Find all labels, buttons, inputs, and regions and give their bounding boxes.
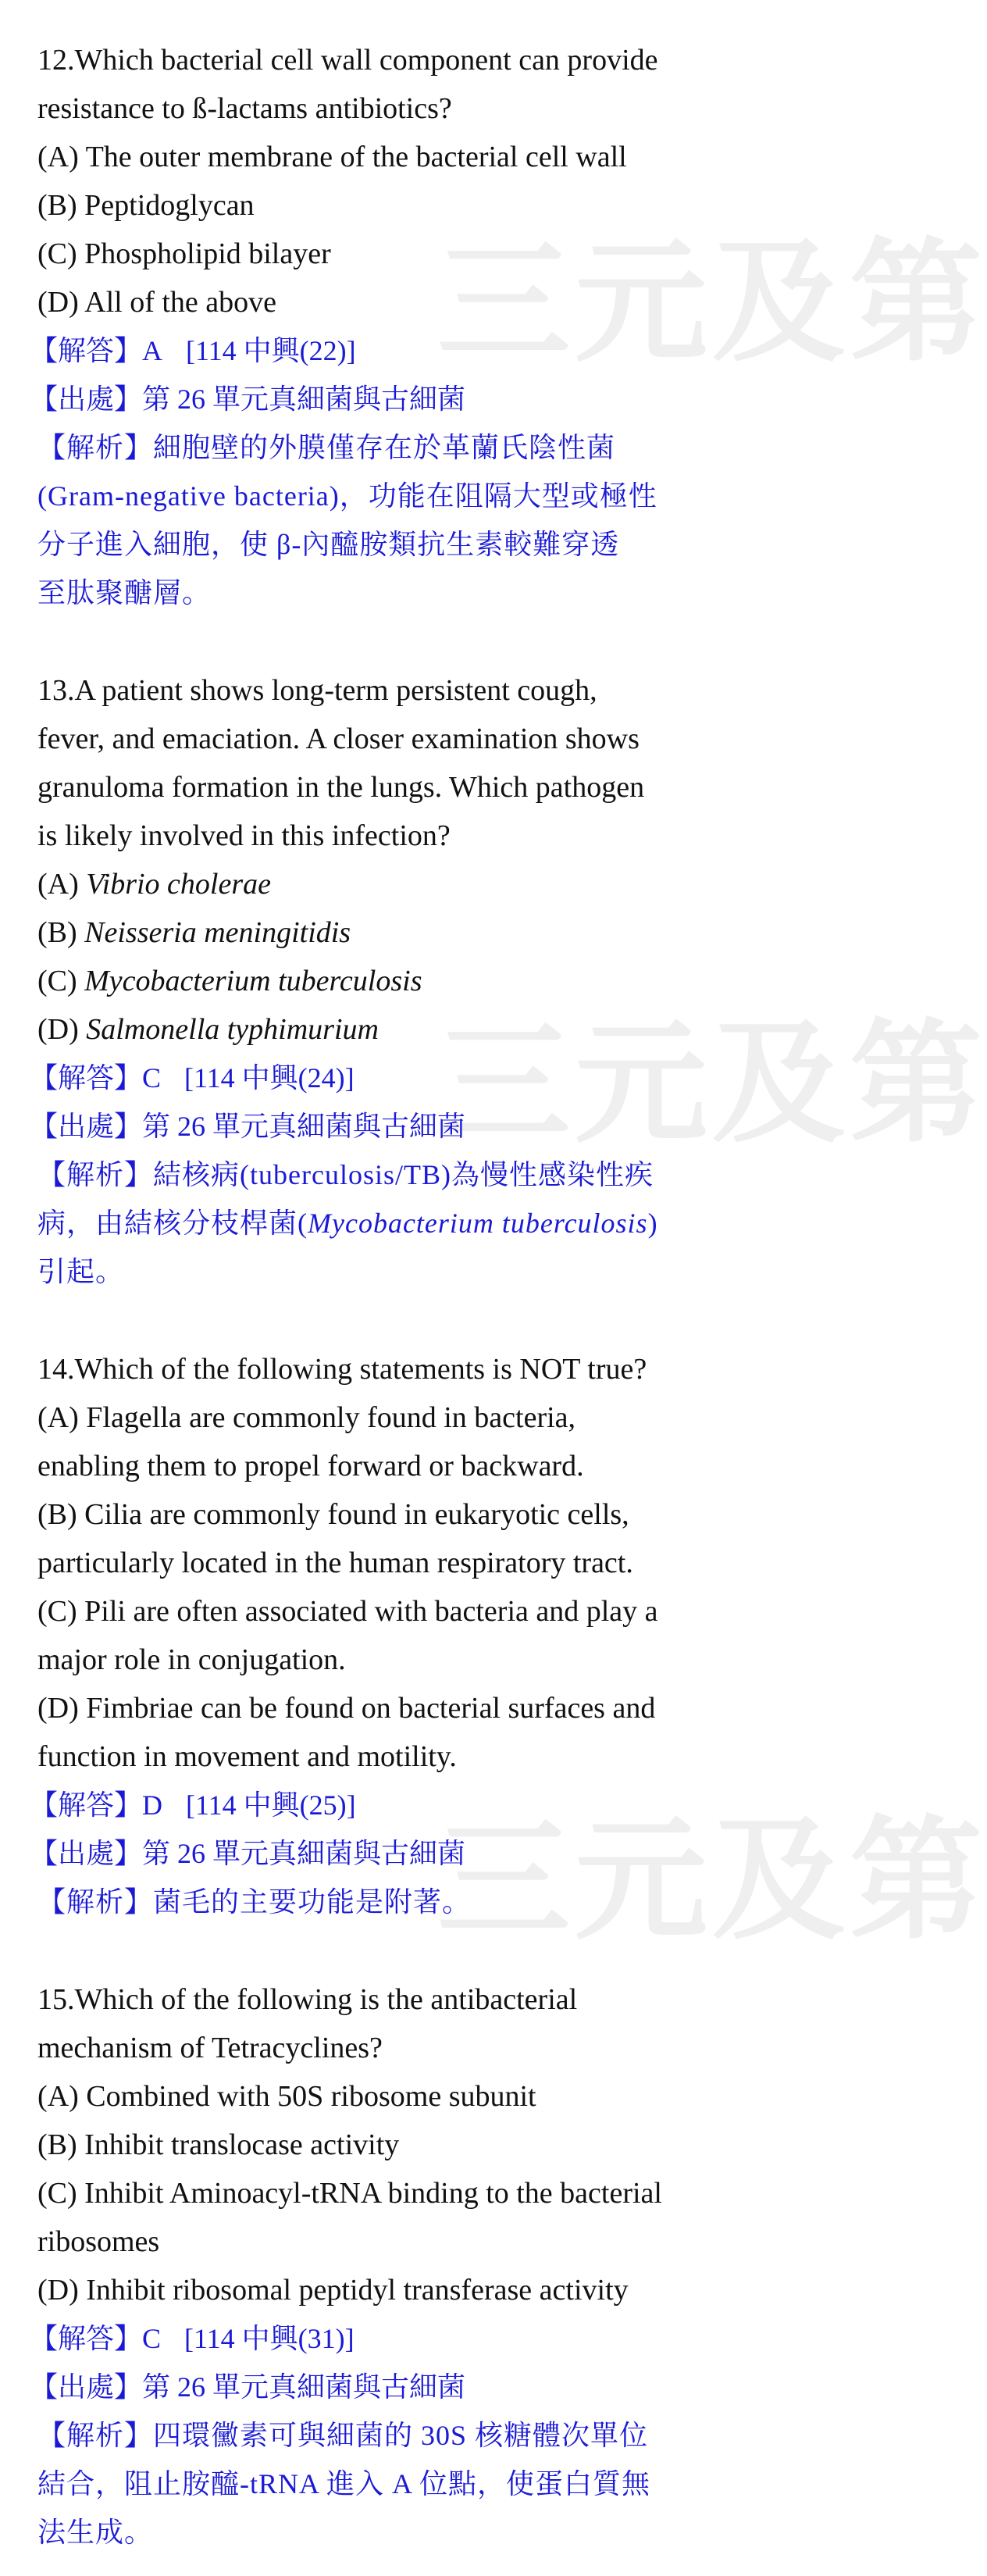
answer-line — [30, 326, 736, 375]
answer-value: D — [142, 1789, 163, 1821]
option-letter: (D) — [37, 1013, 87, 1046]
source-value: 第 26 單元真細菌與古細菌 — [142, 2371, 466, 2403]
option-text: Neisseria meningitidis — [84, 916, 351, 949]
source-tag: 【出處】 — [30, 384, 143, 415]
option-text: Salmonella typhimurium — [86, 1013, 379, 1046]
option-b — [37, 908, 736, 957]
source-value: 第 26 單元真細菌與古細菌 — [142, 1838, 466, 1869]
explanation-text: 病，由結核分枝桿菌( — [37, 1208, 308, 1239]
option-c-cont: ribosomes — [37, 2225, 160, 2258]
answer-value: C — [142, 1062, 162, 1094]
watermark: 三元及第 — [437, 1007, 987, 1161]
answer-reference: [114 中興(25)] — [186, 1789, 356, 1821]
option-d: (D) Inhibit ribosomal peptidyl transferase activity — [37, 2274, 629, 2307]
option-c — [37, 957, 736, 1005]
source-value: 第 26 單元真細菌與古細菌 — [142, 384, 466, 415]
answer-value: A — [142, 335, 163, 366]
option-a: (A) Flagella are commonly found in bacteria, — [37, 1401, 576, 1434]
question-12 — [30, 36, 736, 617]
question-stem: 12.Which bacterial cell wall component can provide — [37, 44, 658, 77]
explanation-line: 引起。 — [37, 1256, 125, 1287]
explanation-line — [37, 423, 736, 472]
answer-reference: [114 中興(22)] — [186, 335, 356, 366]
source-tag: 【出處】 — [30, 1111, 143, 1142]
option-d-cont: function in movement and motility. — [37, 1740, 457, 1773]
explanation-line — [37, 2411, 736, 2460]
option-text: Mycobacterium tuberculosis — [84, 965, 422, 997]
explanation-text: 菌毛的主要功能是附著。 — [153, 1886, 472, 1918]
option-c: (C) Pili are often associated with bacteria and play a — [37, 1595, 658, 1628]
answer-tag: 【解答】 — [30, 1789, 143, 1821]
explanation-text: 細胞壁的外膜僅存在於革蘭氏陰性菌 — [153, 432, 616, 463]
source-line — [30, 375, 736, 423]
answer-line — [30, 2314, 736, 2363]
question-15 — [30, 1975, 736, 2556]
question-stem: granuloma formation in the lungs. Which pathogen — [37, 771, 645, 804]
source-value: 第 26 單元真細菌與古細菌 — [142, 1111, 466, 1142]
source-line — [30, 2363, 736, 2411]
explanation-line: 結合，阻止胺醯-tRNA 進入 A 位點，使蛋白質無 — [37, 2468, 651, 2499]
question-stem: 15.Which of the following is the antibacterial — [37, 1983, 578, 2016]
source-tag: 【出處】 — [30, 2371, 143, 2403]
option-a-cont: enabling them to propel forward or backward. — [37, 1450, 584, 1482]
source-line — [30, 1829, 736, 1878]
question-stem: resistance to ß-lactams antibiotics? — [37, 92, 452, 125]
explanation-line — [37, 1151, 736, 1199]
option-d — [37, 1005, 736, 1054]
watermark: 三元及第 — [437, 226, 987, 380]
option-c-cont: major role in conjugation. — [37, 1643, 346, 1676]
question-13 — [30, 666, 736, 1296]
explain-tag: 【解析】 — [37, 432, 154, 463]
answer-reference: [114 中興(24)] — [184, 1062, 355, 1094]
option-b-cont: particularly located in the human respiratory tract. — [37, 1547, 633, 1579]
answer-value: C — [142, 2323, 162, 2354]
question-stem: fever, and emaciation. A closer examination shows — [37, 722, 640, 755]
explanation-line — [37, 1199, 736, 1247]
answer-reference: [114 中興(31)] — [184, 2323, 355, 2354]
question-stem: 14.Which of the following statements is NOT true? — [37, 1353, 647, 1386]
explain-tag: 【解析】 — [37, 2420, 154, 2451]
option-b: (B) Cilia are commonly found in eukaryotic cells, — [37, 1498, 629, 1531]
option-b: (B) Peptidoglycan — [37, 189, 255, 222]
explanation-line — [37, 1878, 736, 1926]
source-tag: 【出處】 — [30, 1838, 143, 1869]
watermark: 三元及第 — [437, 1804, 987, 1958]
answer-tag: 【解答】 — [30, 2323, 143, 2354]
option-letter: (C) — [37, 965, 85, 997]
explain-tag: 【解析】 — [37, 1886, 154, 1918]
explanation-text: ) — [647, 1208, 658, 1239]
option-a — [37, 860, 736, 908]
answer-tag: 【解答】 — [30, 1062, 143, 1094]
option-c: (C) Phospholipid bilayer — [37, 237, 331, 270]
explanation-text: 四環黴素可與細菌的 30S 核糖體次單位 — [153, 2420, 649, 2451]
question-stem: mechanism of Tetracyclines? — [37, 2032, 383, 2064]
question-stem: 13.A patient shows long-term persistent cough, — [37, 674, 597, 707]
option-c: (C) Inhibit Aminoacyl-tRNA binding to the bacterial — [37, 2177, 662, 2210]
answer-line — [30, 1054, 736, 1102]
option-text: Vibrio cholerae — [86, 868, 272, 901]
question-14 — [30, 1345, 736, 1926]
explanation-line: 分子進入細胞，使 β-內醯胺類抗生素較難穿透 — [37, 529, 620, 560]
option-a: (A) Combined with 50S ribosome subunit — [37, 2080, 536, 2113]
option-a: (A) The outer membrane of the bacterial cell wall — [37, 141, 627, 173]
source-line — [30, 1102, 736, 1151]
explanation-line: (Gram-negative bacteria)，功能在阻隔大型或極性 — [37, 480, 657, 512]
answer-line — [30, 1781, 736, 1829]
option-letter: (B) — [37, 916, 85, 949]
question-stem: is likely involved in this infection? — [37, 819, 451, 852]
explanation-text: 結核病(tuberculosis/TB)為慢性感染性疾 — [153, 1159, 654, 1190]
option-letter: (A) — [37, 868, 87, 901]
option-d: (D) Fimbriae can be found on bacterial surfaces and — [37, 1692, 656, 1725]
explanation-species: Mycobacterium tuberculosis — [308, 1208, 648, 1239]
answer-tag: 【解答】 — [30, 335, 143, 366]
option-b: (B) Inhibit translocase activity — [37, 2128, 400, 2161]
explanation-line: 法生成。 — [37, 2517, 154, 2548]
explanation-line: 至肽聚醣層。 — [37, 577, 212, 608]
explain-tag: 【解析】 — [37, 1159, 154, 1190]
option-d: (D) All of the above — [37, 286, 277, 319]
